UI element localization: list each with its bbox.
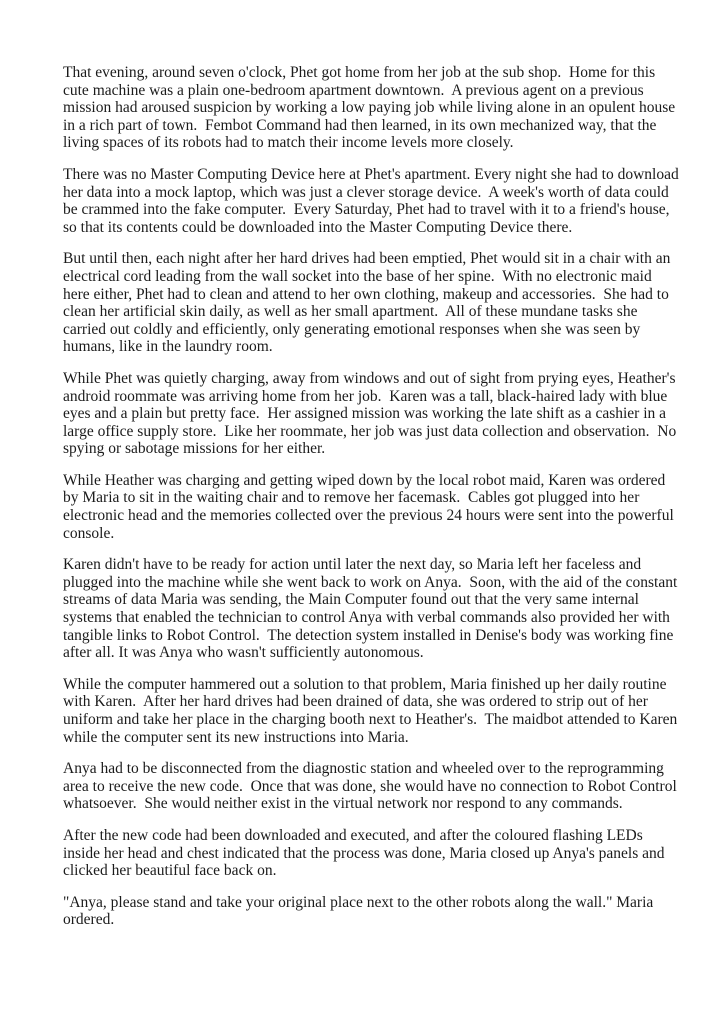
- text-line: While Phet was quietly charging, away from windows and out of sight from prying eyes, Heather's: [63, 369, 676, 387]
- text-line: inside her head and chest indicated that the process was done, Maria closed up Anya's panels and: [63, 844, 665, 862]
- paragraph: [63, 166, 685, 236]
- paragraph: [63, 760, 685, 813]
- text-line: There was no Master Computing Device here at Phet's apartment. Every night she had to download: [63, 165, 679, 183]
- text-line: clicked her beautiful face back on.: [63, 862, 277, 880]
- text-line: by Maria to sit in the waiting chair and to remove her facemask. Cables got plugged into her: [63, 489, 640, 507]
- text-line: eyes and a plain but pretty face. Her assigned mission was working the late shift as a cashier in a: [63, 405, 667, 423]
- text-line: clean her artificial skin daily, as well as her small apartment. All of these mundane tasks she: [63, 303, 638, 321]
- text-line: console.: [63, 524, 115, 542]
- text-line: while the computer sent its new instructions into Maria.: [63, 728, 409, 746]
- text-line: spying or sabotage missions for her either.: [63, 440, 326, 458]
- text-line: That evening, around seven o'clock, Phet got home from her job at the sub shop. Home for this: [63, 64, 656, 81]
- text-line: humans, like in the laundry room.: [63, 338, 273, 356]
- text-line: ordered.: [63, 911, 115, 929]
- text-line: Anya had to be disconnected from the diagnostic station and wheeled over to the reprogramming: [63, 760, 664, 778]
- text-line: so that its contents could be downloaded into the Master Computing Device there.: [63, 218, 573, 236]
- text-line: streams of data Maria was sending, the Main Computer found out that the very same internal: [63, 591, 639, 609]
- paragraph: [63, 676, 685, 746]
- text-line: with Karen. After her hard drives had been drained of data, she was ordered to strip out of her: [63, 693, 648, 711]
- text-line: While the computer hammered out a solution to that problem, Maria finished up her daily routine: [63, 675, 667, 693]
- text-line: whatsoever. She would neither exist in the virtual network nor respond to any commands.: [63, 795, 623, 813]
- text-line: After the new code had been downloaded and executed, and after the coloured flashing LEDs: [63, 826, 643, 844]
- paragraph: [63, 64, 685, 152]
- paragraph: [63, 827, 685, 880]
- text-line: systems that enabled the technician to control Anya with verbal commands also provided her with: [63, 609, 670, 627]
- text-line: But until then, each night after her hard drives had been emptied, Phet would sit in a chair with an: [63, 250, 671, 268]
- text-line: While Heather was charging and getting wiped down by the local robot maid, Karen was ordered: [63, 471, 666, 489]
- paragraph: [63, 472, 685, 542]
- text-line: mission had aroused suspicion by working a low paying job while living alone in an opulent house: [63, 99, 676, 117]
- text-line: after all. It was Anya who wasn't sufficiently autonomous.: [63, 644, 424, 662]
- text-line: cute machine was a plain one-bedroom apartment downtown. A previous agent on a previous: [63, 81, 644, 99]
- text-line: be crammed into the fake computer. Every Saturday, Phet had to travel with it to a friend's house,: [63, 201, 670, 219]
- text-line: Karen didn't have to be ready for action until later the next day, so Maria left her faceless and: [63, 556, 642, 574]
- text-line: her data into a mock laptop, which was just a clever storage device. A week's worth of data could: [63, 183, 669, 201]
- text-line: plugged into the machine while she went back to work on Anya. Soon, with the aid of the constant: [63, 573, 678, 591]
- text-line: area to receive the new code. Once that was done, she would have no connection to Robot Control: [63, 777, 677, 795]
- text-line: carried out coldly and efficiently, only generating emotional responses when she was seen by: [63, 320, 641, 338]
- document-body: [63, 64, 685, 943]
- text-line: android roommate was arriving home from her job. Karen was a tall, black-haired lady with blue: [63, 387, 668, 405]
- text-line: living spaces of its robots had to match their income levels more closely.: [63, 134, 514, 152]
- text-line: "Anya, please stand and take your original place next to the other robots along the wall." Maria: [63, 893, 654, 911]
- text-line: tangible links to Robot Control. The detection system installed in Denise's body was working fine: [63, 626, 674, 644]
- text-line: electronic head and the memories collected over the previous 24 hours were sent into the powerful: [63, 507, 674, 525]
- text-line: electrical cord leading from the wall socket into the base of her spine. With no electronic maid: [63, 267, 652, 285]
- paragraph: [63, 250, 685, 356]
- text-line: large office supply store. Like her roommate, her job was just data collection and observation. No: [63, 422, 677, 440]
- text-line: here either, Phet had to clean and attend to her own clothing, makeup and accessories. She had to: [63, 285, 669, 303]
- paragraph: [63, 894, 685, 929]
- text-line: in a rich part of town. Fembot Command had then learned, in its own mechanized way, that the: [63, 116, 657, 134]
- paragraph: [63, 370, 685, 458]
- text-line: uniform and take her place in the charging booth next to Heather's. The maidbot attended to Karen: [63, 711, 678, 728]
- paragraph: [63, 556, 685, 662]
